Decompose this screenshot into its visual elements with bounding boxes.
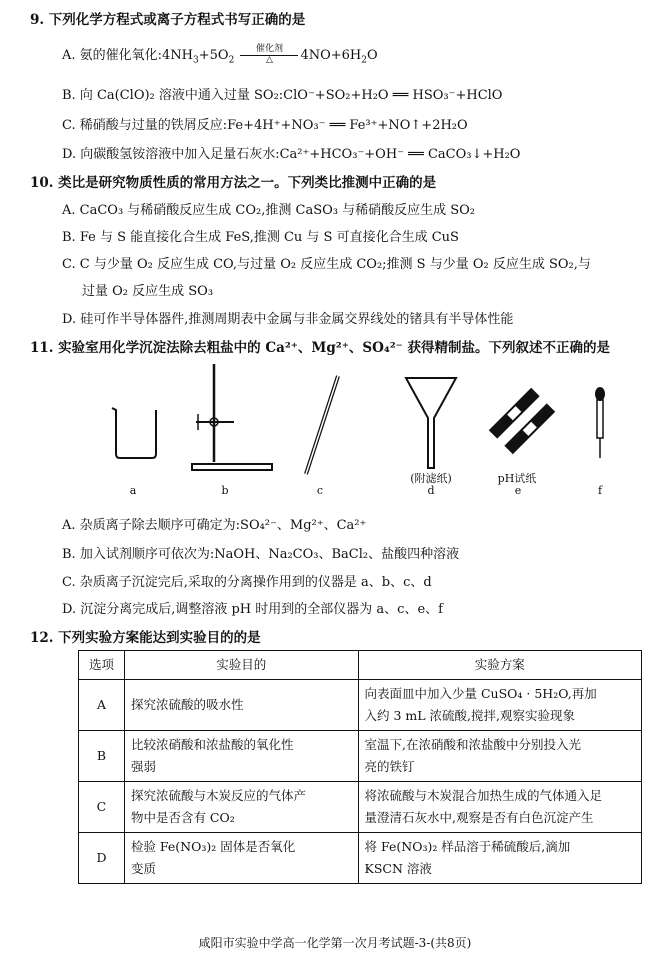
q9-option-a: A. 氨的催化氧化$:4NH_3+5O_2$ 催化剂 △ $4NO+6H_2O$: [62, 43, 378, 66]
row-goal: 检验 Fe(NO₃)₂ 固体是否氧化 变质: [124, 833, 358, 884]
q9-option-b: B. 向 Ca(ClO)₂ 溶液中通入过量 SO₂:ClO⁻+SO₂+H₂O ══ HSO₃⁻+HClO: [62, 88, 503, 103]
q11-title: 11. 实验室用化学沉淀法除去粗盐中的 Ca²⁺、Mg²⁺、SO₄²⁻ 获得精制盐。下列叙述不正确的是: [30, 340, 610, 356]
q10-option-c-cont: 过量 O₂ 反应生成 SO₃: [82, 284, 214, 299]
label-c: c: [316, 484, 324, 497]
table-row: [79, 680, 642, 731]
q11-option-c: C. 杂质离子沉淀完后,采取的分离操作用到的仪器是 a、b、c、d: [62, 575, 432, 590]
row-plan: 将 Fe(NO₃)₂ 样品溶于稀硫酸后,滴加 KSCN 溶液: [358, 833, 641, 884]
row-option: A: [79, 680, 125, 731]
experiment-table: [78, 650, 642, 884]
q9-option-c: C. 稀硝酸与过量的铁屑反应:Fe+4H⁺+NO₃⁻ ══ Fe³⁺+NO↑+2H₂O: [62, 118, 468, 133]
header-option: 选项: [79, 651, 125, 680]
catalyst-condition: 催化剂 △: [238, 47, 300, 65]
dropper-icon: [590, 386, 610, 460]
q11-option-d: D. 沉淀分离完成后,调整溶液 pH 时用到的全部仪器为 a、c、e、f: [62, 602, 443, 617]
table-row: [79, 731, 642, 782]
ph-paper-note: pH试纸: [497, 472, 537, 485]
beaker-icon: [108, 404, 162, 460]
label-f: f: [597, 484, 603, 497]
q10-option-b: B. Fe 与 S 能直接化合生成 FeS,推测 Cu 与 S 可直接化合生成 CuS: [62, 230, 459, 245]
label-d: d: [427, 484, 435, 497]
table-row: [79, 833, 642, 884]
q12-title: 12. 下列实验方案能达到实验目的的是: [30, 630, 261, 646]
funnel-icon: [404, 374, 458, 470]
row-goal: 探究浓硫酸的吸水性: [124, 680, 358, 731]
q10-title: 10. 类比是研究物质性质的常用方法之一。下列类比推测中正确的是: [30, 175, 437, 191]
row-plan: 将浓硫酸与木炭混合加热生成的气体通入足 量澄清石灰水中,观察是否有白色沉淀产生: [358, 782, 641, 833]
q10-option-c: C. C 与少量 O₂ 反应生成 CO,与过量 O₂ 反应生成 CO₂;推测 S 与少量 O₂ 反应生成 SO₂,与: [62, 257, 591, 272]
q10-option-a: A. CaCO₃ 与稀硝酸反应生成 CO₂,推测 CaSO₃ 与稀硝酸反应生成 SO₂: [62, 203, 476, 218]
header-plan: 实验方案: [358, 651, 641, 680]
q9-title: 9. 下列化学方程式或离子方程式书写正确的是: [30, 12, 306, 28]
row-goal: 比较浓硝酸和浓盐酸的氧化性 强弱: [124, 731, 358, 782]
row-option: D: [79, 833, 125, 884]
row-goal: 探究浓硫酸与木炭反应的气体产 物中是否含有 CO₂: [124, 782, 358, 833]
ph-paper-icon: [486, 386, 558, 456]
filter-paper-note: (附滤纸): [410, 472, 452, 485]
header-goal: 实验目的: [124, 651, 358, 680]
q11-option-b: B. 加入试剂顺序可依次为:NaOH、Na₂CO₃、BaCl₂、盐酸四种溶液: [62, 547, 460, 562]
q11-option-a: A. 杂质离子除去顺序可确定为:SO₄²⁻、Mg²⁺、Ca²⁺: [62, 518, 367, 533]
row-plan: 向表面皿中加入少量 CuSO₄ · 5H₂O,再加 入约 3 mL 浓硫酸,搅拌,观察实验现象: [358, 680, 641, 731]
table-row: [79, 782, 642, 833]
label-e: e: [514, 484, 522, 497]
label-a: a: [129, 484, 137, 497]
table-header-row: [79, 651, 642, 680]
iron-stand-icon: [188, 362, 278, 474]
row-option: C: [79, 782, 125, 833]
q9-option-d: D. 向碳酸氢铵溶液中加入足量石灰水:Ca²⁺+HCO₃⁻+OH⁻ ══ CaCO₃↓+H₂O: [62, 147, 521, 162]
page-footer: 咸阳市实验中学高一化学第一次月考试题-3-(共8页): [198, 936, 472, 950]
glass-rod-icon: [300, 374, 344, 478]
row-option: B: [79, 731, 125, 782]
apparatus-figures: [100, 360, 640, 510]
q10-option-d: D. 硅可作半导体器件,推测周期表中金属与非金属交界线处的锗具有半导体性能: [62, 312, 514, 327]
label-b: b: [221, 484, 229, 497]
row-plan: 室温下,在浓硝酸和浓盐酸中分别投入光 亮的铁钉: [358, 731, 641, 782]
